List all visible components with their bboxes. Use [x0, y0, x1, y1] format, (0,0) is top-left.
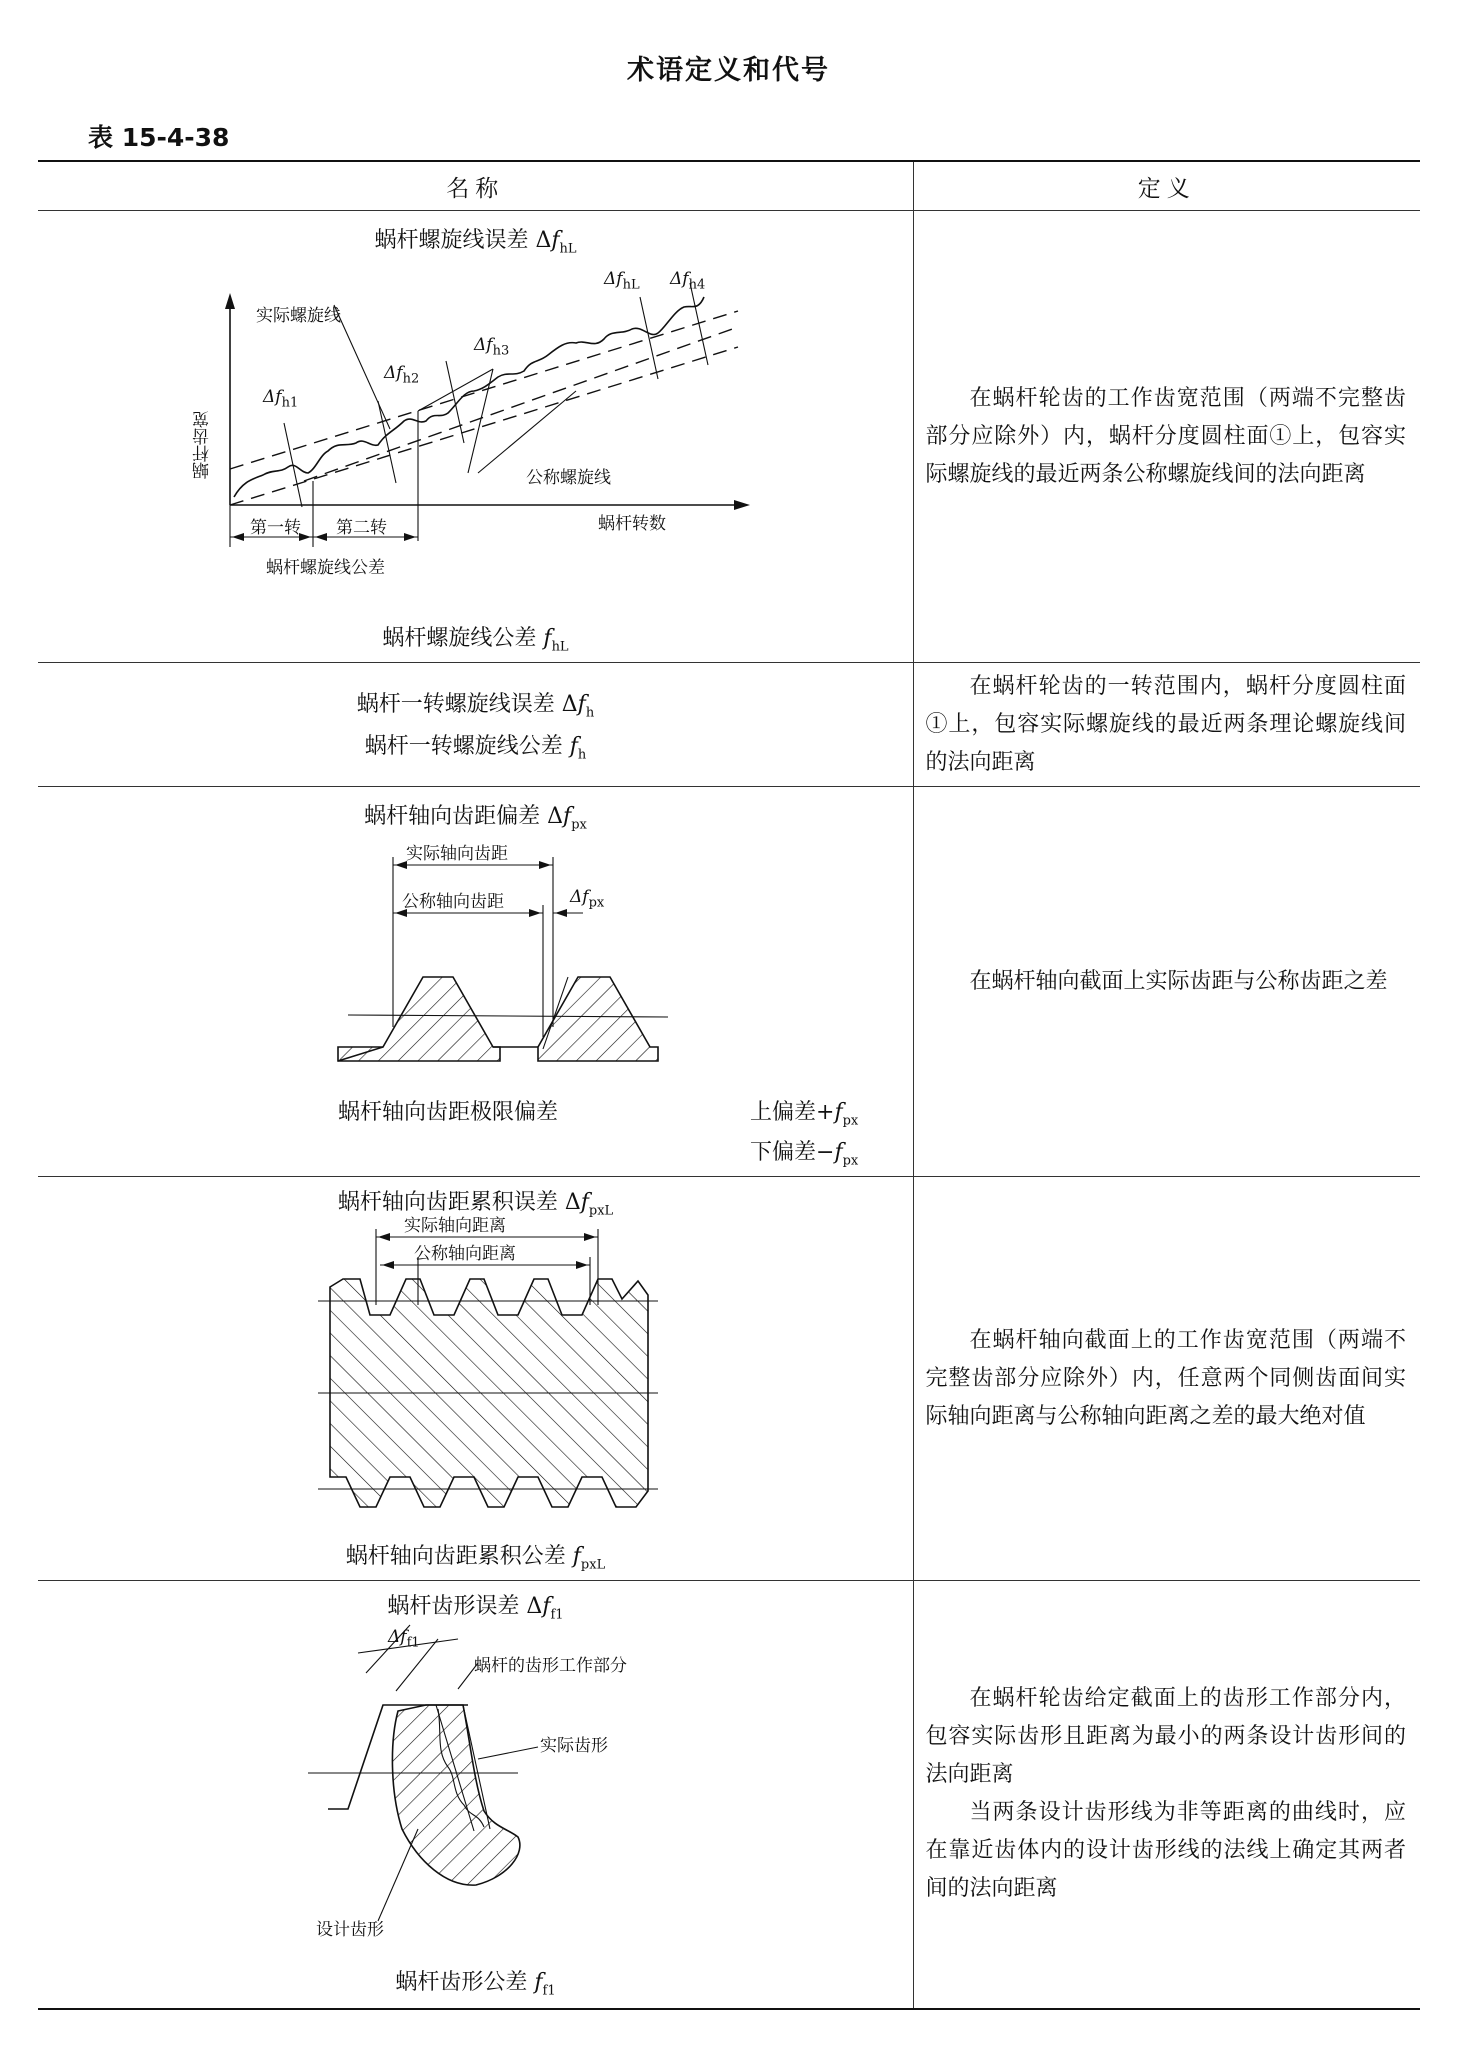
dimension-arrow: [315, 533, 327, 541]
term-cell: [38, 211, 913, 663]
term-name: 蜗杆螺旋线误差 $\Delta f_{hL}$: [374, 228, 577, 257]
label-d-fhL: $\Delta f_{hL}$: [604, 269, 640, 293]
dimension-arrow: [378, 1233, 390, 1241]
worm-tooth: [538, 977, 658, 1061]
term-cell: [38, 1177, 913, 1581]
header-definition: 定义: [913, 161, 1420, 211]
label-d-fh3: $\Delta f_{h3}$: [474, 335, 510, 359]
nominal-helix-line: [230, 347, 738, 505]
dimension-arrow: [404, 533, 416, 541]
dimension-arrow: [584, 1233, 596, 1241]
header-name: 名称: [38, 161, 913, 211]
y-axis-arrow: [225, 293, 235, 309]
definition-text: 在蜗杆轮齿的一转范围内，蜗杆分度圆柱面①上，包容实际螺旋线的最近两条理论螺旋线间的法向距离: [925, 673, 1406, 775]
label-first-turn: 第一转: [250, 518, 301, 538]
dimension-arrow: [576, 1261, 588, 1269]
label-d-fh1: $\Delta f_{h1}$: [263, 387, 299, 411]
label-pointer: [334, 305, 390, 429]
term-cell: [38, 1581, 913, 2009]
nominal-helix-line: [304, 327, 738, 481]
definition-cell: [913, 211, 1420, 663]
dimension-arrow: [382, 1261, 394, 1269]
dimension-arrow: [232, 533, 244, 541]
term-tolerance: 蜗杆一转螺旋线公差 $f_h$: [364, 734, 587, 763]
label-actual-pitch: 实际轴向齿距: [406, 844, 508, 864]
delta-marker: [690, 283, 708, 365]
label-second-turn: 第二转: [336, 518, 387, 538]
definition-text: 在蜗杆轴向截面上实际齿距与公称齿距之差: [969, 968, 1388, 994]
definition-cell: [913, 663, 1420, 787]
label-pointer: [378, 1829, 418, 1921]
term-name: 蜗杆轴向齿距累积误差 $\Delta f_{pxL}$: [337, 1190, 614, 1219]
label-actual-helix: 实际螺旋线: [256, 306, 341, 326]
label-nominal-pitch: 公称轴向齿距: [402, 892, 504, 912]
term-tolerance: 蜗杆齿形公差 $f_{f1}$: [395, 1970, 556, 1999]
label-actual-distance: 实际轴向距离: [404, 1216, 506, 1236]
label-d-fh2: $\Delta f_{h2}$: [384, 363, 420, 387]
nominal-pointer: [478, 391, 576, 473]
label-tooth-width-axis: 蜗杆齿宽: [193, 411, 213, 479]
delta-marker: [640, 297, 658, 379]
helix-error-diagram: [38, 211, 913, 663]
term-name: 蜗杆齿形误差 $\Delta f_{f1}$: [387, 1594, 564, 1623]
upper-deviation: 上偏差$+f_{px}$: [750, 1100, 859, 1129]
label-nominal-distance: 公称轴向距离: [414, 1244, 516, 1264]
label-d-fpx: $\Delta f_{px}$: [570, 887, 605, 911]
page-title: 术语定义和代号: [627, 55, 830, 86]
term-cell: [38, 787, 913, 1177]
term-cell: [38, 663, 913, 787]
dimension-arrow: [555, 909, 567, 917]
definition-cell: [913, 1177, 1420, 1581]
definition-cell: [913, 1581, 1420, 2009]
table-row: [38, 1581, 1420, 2009]
dimension-arrow: [539, 861, 551, 869]
label-actual-profile: 实际齿形: [540, 1736, 608, 1756]
label-nominal-helix: 公称螺旋线: [526, 468, 611, 488]
delta-marker: [284, 423, 302, 507]
term-limit-deviation: 蜗杆轴向齿距极限偏差: [338, 1100, 559, 1125]
delta-marker: [446, 361, 464, 443]
label-turns-axis: 蜗杆转数: [598, 514, 666, 534]
definition-text: 在蜗杆轮齿给定截面上的齿形工作部分内，包容实际齿形且距离为最小的两条设计齿形间的法向距离: [925, 1686, 1406, 1788]
table-row: [38, 787, 1420, 1177]
table-row: [38, 211, 1420, 663]
term-tolerance: 蜗杆螺旋线公差 $f_{hL}$: [382, 626, 569, 655]
definition-cell: [913, 787, 1420, 1177]
label-working-part: 蜗杆的齿形工作部分: [474, 1656, 627, 1676]
term-tolerance: 蜗杆轴向齿距累积公差 $f_{pxL}$: [345, 1544, 606, 1573]
definition-text-2: 当两条设计齿形线为非等距离的曲线时，应在靠近齿体内的设计齿形线的法线上确定其两者间的法向距离: [925, 1800, 1406, 1902]
term-name: 蜗杆轴向齿距偏差 $\Delta f_{px}$: [364, 804, 587, 833]
worm-tooth: [338, 977, 500, 1061]
label-helix-tolerance: 蜗杆螺旋线公差: [266, 558, 385, 578]
table-row: [38, 1177, 1420, 1581]
term-name: 蜗杆一转螺旋线误差 $\Delta f_h$: [356, 692, 595, 721]
x-axis-arrow: [734, 500, 750, 510]
terms-table: [38, 160, 1420, 2010]
table-header-row: [38, 161, 1420, 211]
table-label: 表 15-4-38: [88, 123, 230, 152]
label-d-ff1: $\Delta f_{f1}$: [388, 1627, 420, 1651]
lower-deviation: 下偏差$-f_{px}$: [750, 1140, 859, 1169]
tooth-section: [392, 1705, 519, 1885]
cumulative-pitch-diagram: [38, 1177, 913, 1581]
label-design-profile: 设计齿形: [316, 1920, 384, 1940]
tooth-profile-diagram: [38, 1581, 913, 2009]
definition-text: 在蜗杆轴向截面上的工作齿宽范围（两端不完整齿部分应除外）内，任意两个同侧齿面间实际轴向距离与公称轴向距离之差的最大绝对值: [925, 1327, 1406, 1429]
label-pointer: [478, 1747, 538, 1759]
definition-text: 在蜗杆轮齿的工作齿宽范围（两端不完整齿部分应除外）内，蜗杆分度圆柱面①上，包容实际螺旋线的最近两条公称螺旋线间的法向距离: [925, 385, 1406, 487]
table-row: [38, 663, 1420, 787]
label-d-fh4: $\Delta f_{h4}$: [670, 269, 706, 293]
